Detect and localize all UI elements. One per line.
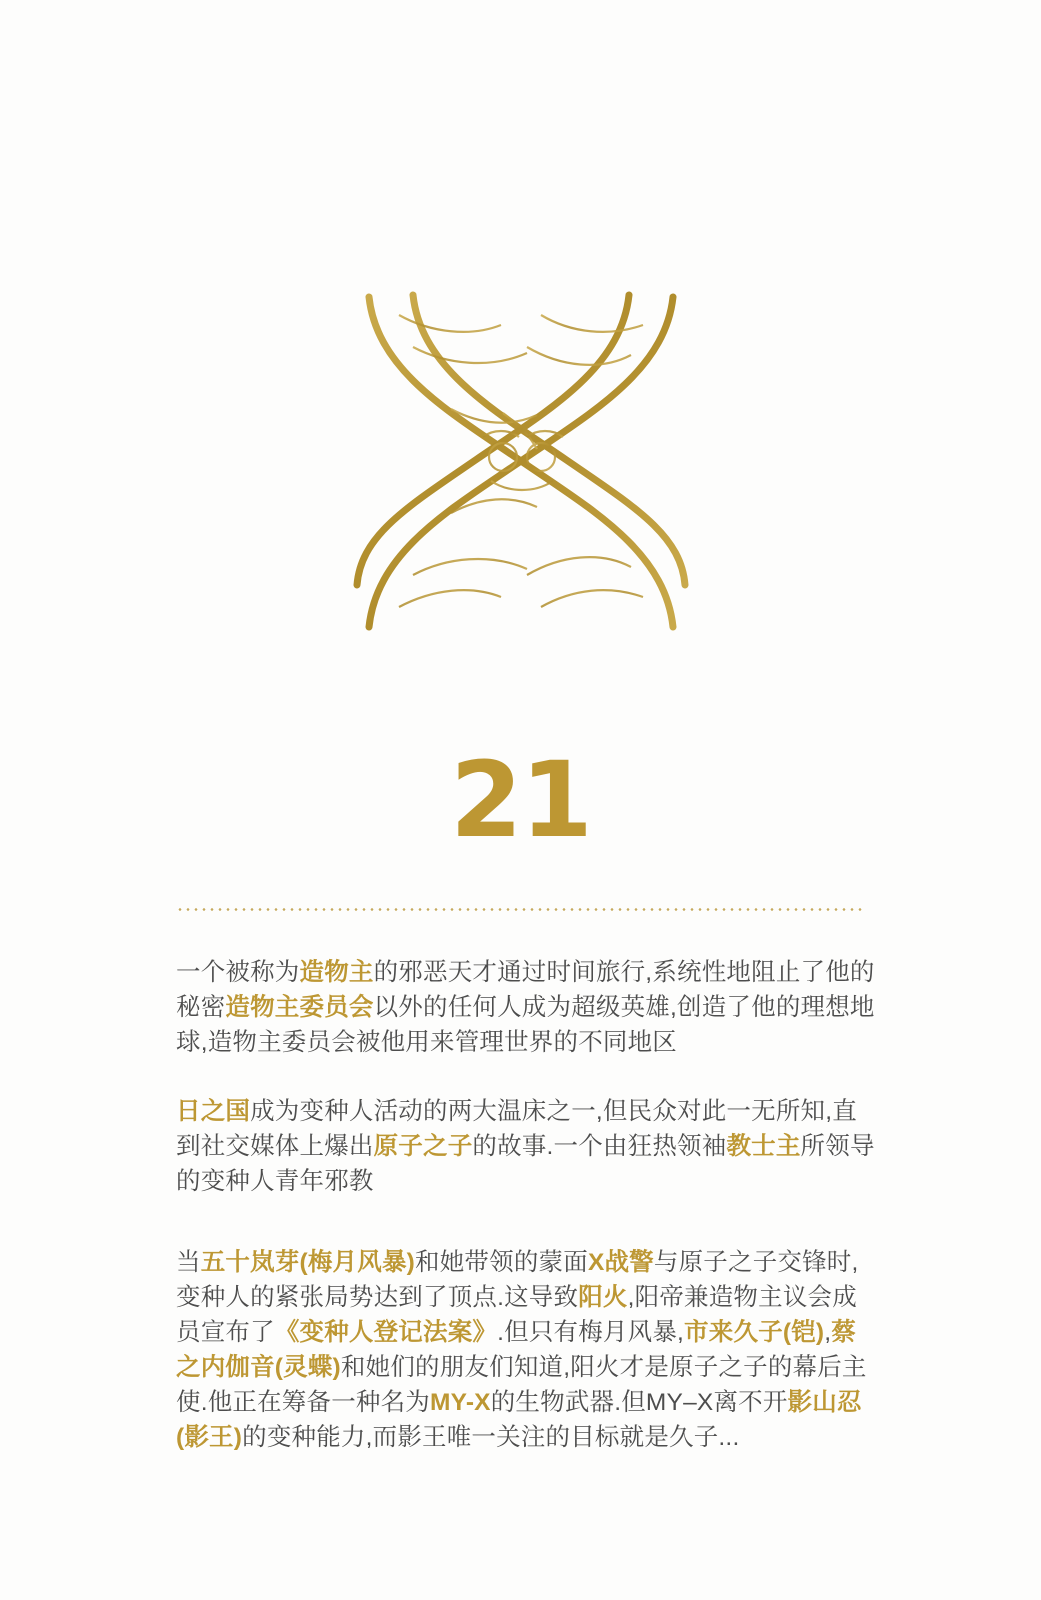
highlighted-term: 市来久子(铠) bbox=[684, 1319, 825, 1346]
highlighted-term: 《变种人登记法案》 bbox=[274, 1319, 498, 1346]
body-text-run: 和她们的朋友们知道,阳火才是原子之子的幕后主使.他正在筹备一种名为 bbox=[176, 1354, 867, 1416]
highlighted-term: X战警 bbox=[587, 1249, 654, 1276]
x-dna-logo-svg bbox=[351, 285, 691, 640]
body-text-run: 的邪恶天才通过时间旅行,系统性地阻止了他的秘密 bbox=[176, 959, 875, 1021]
body-text-run: 与原子之子交锋时,变种人的紧张局势达到了顶点.这导致 bbox=[176, 1249, 859, 1311]
highlighted-term: 原子之子 bbox=[373, 1133, 473, 1160]
chapter-number: 21 bbox=[450, 739, 591, 861]
body-text-run: 和她带领的蒙面 bbox=[415, 1249, 588, 1276]
body-text-run: , bbox=[824, 1319, 832, 1346]
highlighted-term: 造物主 bbox=[299, 959, 374, 986]
body-text-run: 一个被称为 bbox=[176, 959, 300, 986]
synopsis-paragraph-2 bbox=[176, 1094, 876, 1199]
x-dna-logo bbox=[0, 285, 1041, 640]
synopsis-paragraph-1 bbox=[176, 955, 876, 1060]
highlighted-term: 阳火 bbox=[578, 1284, 628, 1311]
body-text-run: 以外的任何人成为超级英雄,创造了他的理想地球,造物主委员会被他用来管理世界的不同地区 bbox=[176, 994, 875, 1056]
dotted-divider bbox=[176, 908, 866, 911]
body-text-run: .但只有梅月风暴, bbox=[497, 1319, 685, 1346]
synopsis-paragraph-3 bbox=[176, 1245, 876, 1455]
highlighted-term: 影山忍(影王) bbox=[176, 1389, 862, 1451]
highlighted-term: MY-X bbox=[430, 1389, 491, 1416]
body-text-run: 所领导的变种人青年邪教 bbox=[176, 1133, 875, 1195]
highlighted-term: 五十岚芽(梅月风暴) bbox=[200, 1249, 416, 1276]
body-text-run: 的生物武器.但MY–X离不开 bbox=[490, 1389, 788, 1416]
body-text-run: 的变种能力,而影王唯一关注的目标就是久子... bbox=[242, 1424, 740, 1451]
synopsis-block bbox=[176, 955, 876, 1455]
highlighted-term: 造物主委员会 bbox=[225, 994, 374, 1021]
highlighted-term: 日之国 bbox=[176, 1098, 251, 1125]
body-text-run: ,阳帝兼造物主议会成员宣布了 bbox=[176, 1284, 857, 1346]
body-text-run: 成为变种人活动的两大温床之一,但民众对此一无所知,直到社交媒体上爆出 bbox=[176, 1098, 857, 1160]
highlighted-term: 教士主 bbox=[726, 1133, 801, 1160]
body-text-run: 的故事.一个由狂热领袖 bbox=[472, 1133, 727, 1160]
highlighted-term: 蔡之内伽音(灵蝶) bbox=[176, 1319, 856, 1381]
body-text-run: 当 bbox=[176, 1249, 201, 1276]
paragraph-spacer bbox=[176, 1233, 876, 1245]
